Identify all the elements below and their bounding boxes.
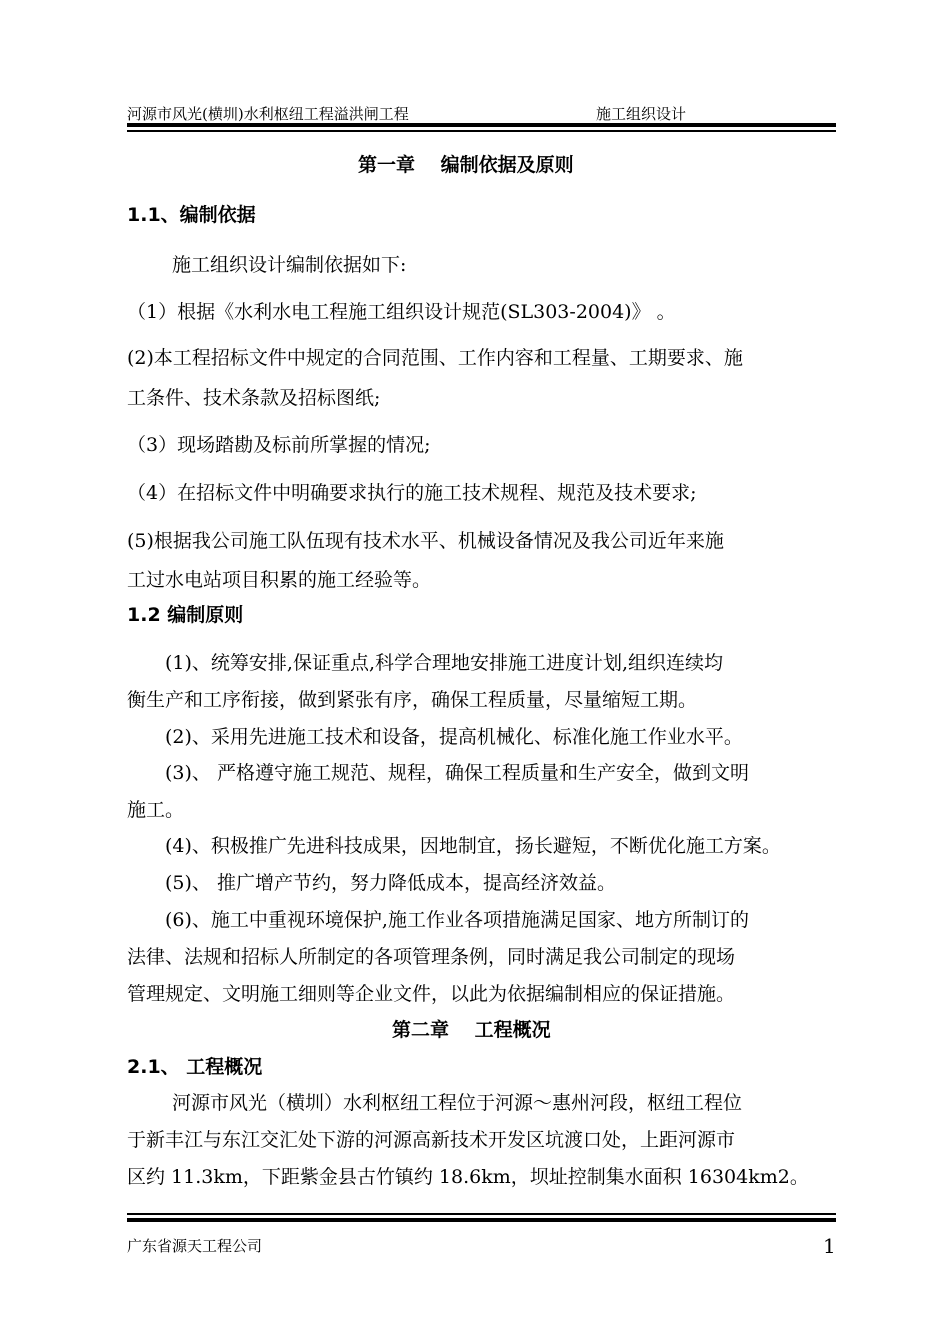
principle-6-line-1: (6)、施工中重视环境保护,施工作业各项措施满足国家、地方所制订的 bbox=[165, 909, 749, 931]
basis-item-4: （4）在招标文件中明确要求执行的施工技术规程、规范及技术要求; bbox=[127, 482, 697, 504]
section-1-2-title: 1.2 编制原则 bbox=[127, 604, 244, 626]
footer-rule-thick bbox=[127, 1218, 836, 1222]
section-1-1-title: 1.1、编制依据 bbox=[127, 204, 256, 226]
principle-1-line-2: 衡生产和工序衔接，做到紧张有序，确保工程质量，尽量缩短工期。 bbox=[127, 689, 698, 711]
basis-item-3: （3）现场踏勘及标前所掌握的情况; bbox=[127, 434, 431, 456]
overview-line-2: 于新丰江与东江交汇处下游的河源高新技术开发区坑渡口处，上距河源市 bbox=[127, 1129, 736, 1151]
section-2-1-title: 2.1、 工程概况 bbox=[127, 1056, 263, 1078]
principle-5: (5)、 推广增产节约，努力降低成本，提高经济效益。 bbox=[165, 872, 616, 894]
principle-2: (2)、采用先进施工技术和设备，提高机械化、标准化施工作业水平。 bbox=[165, 726, 743, 748]
basis-item-5-line-2: 工过水电站项目积累的施工经验等。 bbox=[127, 569, 432, 591]
header-rule-thick bbox=[127, 123, 836, 127]
header-doc-type: 施工组织设计 bbox=[596, 105, 687, 123]
overview-line-3: 区约 11.3km，下距紫金县古竹镇约 18.6km，坝址控制集水面积 16304km2。 bbox=[127, 1166, 809, 1188]
principle-1-line-1: (1)、统筹安排,保证重点,科学合理地安排施工进度计划,组织连续均 bbox=[165, 652, 724, 674]
footer-rule-thin bbox=[127, 1213, 836, 1215]
header-project-title: 河源市风光(横圳)水利枢纽工程溢洪闸工程 bbox=[127, 105, 409, 123]
basis-item-2-line-1: (2)本工程招标文件中规定的合同范围、工作内容和工程量、工期要求、施 bbox=[127, 347, 743, 369]
principle-6-line-3: 管理规定、文明施工细则等企业文件，以此为依据编制相应的保证措施。 bbox=[127, 983, 736, 1005]
page-number: 1 bbox=[823, 1234, 836, 1258]
chapter-2-title: 第二章 工程概况 bbox=[392, 1019, 551, 1041]
principle-6-line-2: 法律、法规和招标人所制定的各项管理条例，同时满足我公司制定的现场 bbox=[127, 946, 736, 968]
basis-item-2-line-2: 工条件、技术条款及招标图纸; bbox=[127, 387, 381, 409]
basis-intro: 施工组织设计编制依据如下: bbox=[172, 254, 407, 276]
basis-item-5-line-1: (5)根据我公司施工队伍现有技术水平、机械设备情况及我公司近年来施 bbox=[127, 530, 724, 552]
principle-3-line-2: 施工。 bbox=[127, 799, 185, 821]
header-rule-thin bbox=[127, 130, 836, 132]
chapter-1-title: 第一章 编制依据及原则 bbox=[358, 154, 574, 176]
overview-line-1: 河源市风光（横圳）水利枢纽工程位于河源～惠州河段，枢纽工程位 bbox=[172, 1092, 743, 1114]
footer-company: 广东省源天工程公司 bbox=[127, 1237, 263, 1255]
principle-4: (4)、积极推广先进科技成果，因地制宜，扬长避短，不断优化施工方案。 bbox=[165, 835, 781, 857]
principle-3-line-1: (3)、 严格遵守施工规范、规程，确保工程质量和生产安全，做到文明 bbox=[165, 762, 749, 784]
basis-item-1: （1）根据《水利水电工程施工组织设计规范(SL303-2004)》 。 bbox=[127, 301, 676, 323]
